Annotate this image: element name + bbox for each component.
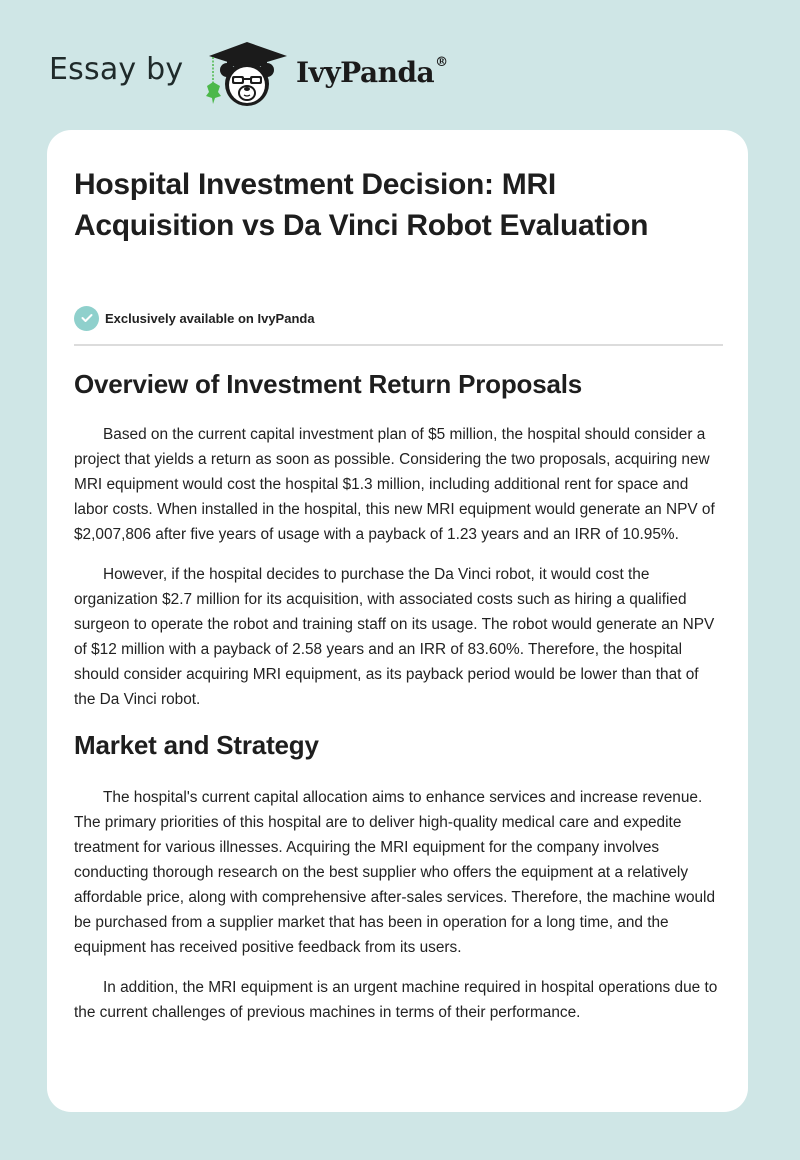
paragraph: Based on the current capital investment plan of $5 million, the hospital should consider a project that yields a return as soon as possible. Considering the two proposals, acquiring new MRI equipment would cost the hospital $1.3 million, including additional rent for space and labor costs. When installed in the hospital, this new MRI equipment would generate an NPV of $2,007,806 after five years of usage with a payback of 1.23 years and an IRR of 10.95%. — [74, 426, 715, 543]
section-heading: Market and Strategy — [74, 730, 319, 760]
brand-text: IvyPanda — [296, 56, 435, 89]
brand-name[interactable] — [296, 56, 448, 89]
exclusive-badge-text: Exclusively available on IvyPanda — [105, 310, 315, 326]
page-title: Hospital Investment Decision: MRI Acquisition vs Da Vinci Robot Evaluation — [74, 168, 649, 242]
essay-by-label: Essay by — [49, 52, 184, 87]
panda-graduation-cap-icon[interactable] — [203, 36, 291, 108]
exclusive-badge — [74, 305, 315, 331]
check-circle-icon — [74, 306, 99, 331]
paragraph: In addition, the MRI equipment is an urgent machine required in hospital operations due to the current challenges of previous machines in terms of their performance. — [74, 979, 718, 1021]
registered-mark: ® — [435, 54, 448, 70]
essay-body — [74, 366, 724, 1040]
site-header — [0, 0, 800, 130]
title-divider — [74, 344, 723, 346]
section-heading: Overview of Investment Return Proposals — [74, 369, 583, 399]
paragraph: The hospital's current capital allocation aims to enhance services and increase revenue. The primary priorities of this hospital are to deliver high-quality medical care and expedite treatment for various illnesses. Acquiring the MRI equipment for the company involves conducting thorough research on the best supplier who offers the equipment at a relatively affordable price, along with comprehensive after-sales services. Therefore, the machine would be purchased from a supplier market that has been in operation for a long time, and the equipment has received positive feedback from its users. — [74, 789, 716, 956]
section-overview — [74, 366, 724, 712]
essay-card — [47, 130, 748, 1112]
paragraph: However, if the hospital decides to purchase the Da Vinci robot, it would cost the organization $2.7 million for its acquisition, with associated costs such as hiring a qualified surgeon to operate the robot and training staff on its usage. The robot would generate an NPV of $12 million with a payback of 2.58 years and an IRR of 83.60%. Therefore, the hospital should consider acquiring MRI equipment, as its payback period would be lower than that of the Da Vinci robot. — [74, 566, 715, 708]
section-market-strategy — [74, 727, 724, 1025]
